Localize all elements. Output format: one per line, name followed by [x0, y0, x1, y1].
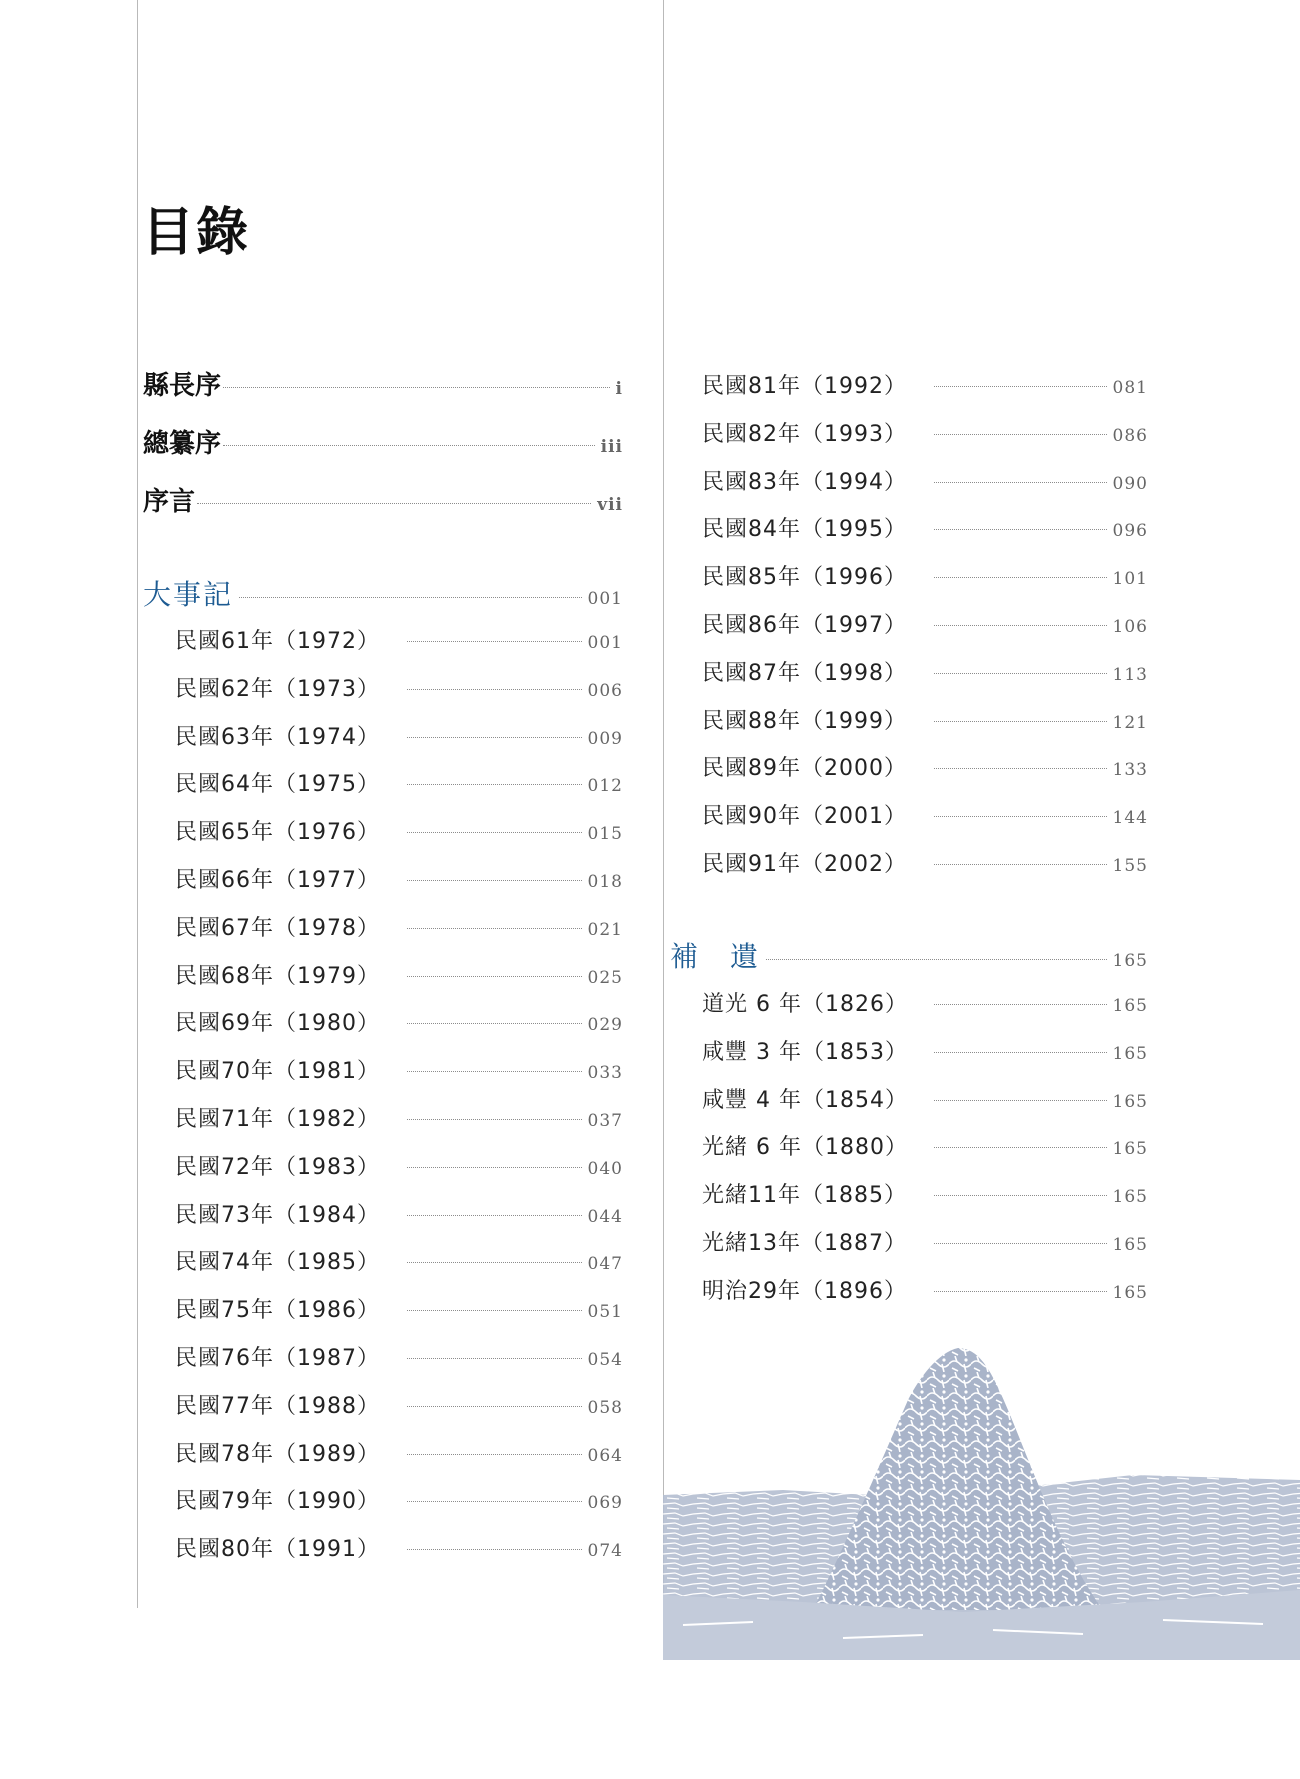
toc-page-number: 165 [1112, 996, 1148, 1016]
dot-leader [239, 597, 582, 598]
toc-label: 民國75年（1986） [175, 1298, 380, 1324]
toc-page-number: 018 [587, 872, 623, 892]
toc-page-number: 021 [587, 919, 623, 940]
toc-label: 民國84年（1995） [702, 517, 907, 543]
left-margin-rule [137, 0, 138, 1608]
toc-page-number: 096 [1112, 521, 1148, 542]
toc-label: 民國78年（1989） [175, 1441, 380, 1467]
toc-page-number: vii [597, 495, 623, 515]
dot-leader [934, 386, 1107, 387]
toc-page-number: 047 [587, 1254, 623, 1275]
dot-leader [407, 1454, 582, 1455]
toc-page-number: 155 [1112, 856, 1148, 876]
toc-label: 縣長序 [143, 371, 222, 401]
dot-leader [407, 1071, 582, 1072]
toc-entry-year[interactable] [702, 560, 1148, 591]
toc-label: 民國69年（1980） [175, 1011, 380, 1037]
toc-entry-year[interactable] [702, 704, 1148, 735]
dot-leader [934, 1195, 1107, 1196]
toc-label: 民國77年（1988） [175, 1393, 380, 1419]
toc-entry-year[interactable] [702, 417, 1148, 448]
toc-label: 民國73年（1984） [175, 1202, 380, 1228]
toc-label: 咸豐 3 年（1853） [702, 1039, 908, 1065]
toc-label: 民國82年（1993） [702, 421, 907, 447]
toc-page-number: 064 [587, 1445, 623, 1466]
toc-page-number: 001 [587, 633, 623, 653]
toc-page-number: 025 [587, 967, 623, 988]
toc-label: 民國65年（1976） [175, 820, 380, 846]
toc-entry-supplement-year[interactable] [702, 1035, 1148, 1066]
toc-entry-year[interactable] [175, 1006, 623, 1037]
toc-page-number: 081 [1112, 378, 1148, 398]
toc-entry-supplement-year[interactable] [702, 1130, 1148, 1161]
toc-label: 民國90年（2001） [702, 804, 907, 830]
toc-label: 光緒 6 年（1880） [702, 1135, 908, 1161]
dot-leader [223, 445, 595, 446]
toc-label: 民國66年（1977） [175, 868, 380, 893]
dot-leader [934, 434, 1107, 435]
dot-leader [934, 816, 1107, 817]
toc-entry-supplement-year[interactable] [702, 1083, 1148, 1114]
toc-label: 民國61年（1972） [175, 629, 380, 654]
dot-leader [407, 784, 582, 785]
toc-label: 明治29年（1896） [702, 1278, 907, 1304]
toc-entry-year[interactable] [175, 1532, 623, 1563]
toc-label: 民國74年（1985） [175, 1250, 380, 1276]
toc-entry-year[interactable] [702, 656, 1148, 687]
dot-leader [934, 721, 1107, 722]
toc-label: 總纂序 [143, 429, 222, 459]
dot-leader [407, 1262, 582, 1263]
dot-leader [407, 1549, 582, 1550]
toc-entry-year[interactable] [702, 751, 1148, 782]
toc-label: 民國64年（1975） [175, 772, 380, 798]
toc-label: 民國76年（1987） [175, 1346, 380, 1371]
dot-leader [934, 1243, 1107, 1244]
dot-leader [407, 1501, 582, 1502]
toc-label: 序言 [143, 487, 196, 517]
toc-entry-year[interactable] [175, 863, 623, 894]
toc-section-supplement[interactable] [670, 935, 1148, 975]
dot-leader [407, 928, 582, 929]
toc-label: 民國63年（1974） [175, 724, 380, 750]
toc-label: 民國87年（1998） [702, 660, 907, 686]
toc-label: 民國86年（1997） [702, 613, 907, 638]
toc-page-number: 033 [587, 1063, 623, 1084]
toc-page-number: 133 [1112, 760, 1148, 781]
toc-entry-year[interactable] [175, 1102, 623, 1133]
toc-page-number: 009 [587, 728, 623, 749]
dot-leader [407, 976, 582, 977]
toc-entry-county-magistrate-preface[interactable] [143, 365, 623, 402]
toc-label: 咸豐 4 年（1854） [702, 1087, 908, 1113]
toc-entry-supplement-year[interactable] [702, 1178, 1148, 1209]
dot-leader [407, 737, 582, 738]
toc-entry-year[interactable] [175, 1341, 623, 1372]
toc-entry-year[interactable] [175, 959, 623, 990]
toc-page-number: 001 [587, 589, 623, 609]
dot-leader [934, 1052, 1107, 1053]
dot-leader [934, 1291, 1107, 1292]
toc-entry-supplement-year[interactable] [702, 987, 1148, 1018]
toc-page-number: 101 [1112, 569, 1148, 590]
toc-page-number: 012 [587, 776, 623, 797]
toc-section-label: 補 遺 [670, 940, 761, 973]
toc-label: 民國81年（1992） [702, 374, 907, 399]
toc-page-number: 037 [587, 1111, 623, 1131]
toc-page-number: 044 [587, 1206, 623, 1227]
dot-leader [197, 503, 591, 504]
toc-label: 民國80年（1991） [175, 1537, 380, 1563]
dot-leader [407, 832, 582, 833]
cairn-body [813, 1348, 1103, 1610]
toc-label: 民國83年（1994） [702, 469, 907, 495]
toc-label: 民國62年（1973） [175, 676, 380, 702]
toc-label: 民國67年（1978） [175, 915, 380, 941]
toc-page-number: 113 [1112, 664, 1148, 685]
dot-leader [407, 1406, 582, 1407]
toc-page-number: 165 [1112, 1282, 1148, 1303]
toc-label: 民國79年（1990） [175, 1489, 380, 1515]
toc-page-number: 165 [1112, 1043, 1148, 1064]
dot-leader [934, 1004, 1107, 1005]
toc-page-number: 165 [1112, 1139, 1148, 1160]
toc-entry-year[interactable] [702, 512, 1148, 543]
toc-page-number: 006 [587, 680, 623, 701]
toc-entry-chief-editor-preface[interactable] [143, 423, 623, 460]
stone-cairn-illustration [663, 1340, 1300, 1660]
toc-entry-foreword[interactable] [143, 481, 623, 518]
toc-page-number: 069 [587, 1493, 623, 1514]
toc-entry-year[interactable] [175, 1198, 623, 1229]
dot-leader [934, 1100, 1107, 1101]
toc-page-number: 165 [1112, 1187, 1148, 1208]
toc-section-label: 大事記 [143, 578, 234, 611]
dot-leader [223, 387, 610, 388]
toc-entry-year[interactable] [175, 815, 623, 846]
dot-leader [407, 641, 582, 642]
dot-leader [934, 529, 1107, 530]
toc-page-number: 086 [1112, 425, 1148, 446]
toc-page-number: 106 [1112, 617, 1148, 637]
toc-entry-year[interactable] [175, 1150, 623, 1181]
toc-entry-year[interactable] [175, 624, 623, 655]
dot-leader [407, 689, 582, 690]
toc-label: 民國91年（2002） [702, 852, 907, 877]
toc-entry-supplement-year[interactable] [702, 1274, 1148, 1305]
dot-leader [934, 864, 1107, 865]
toc-label: 民國70年（1981） [175, 1059, 380, 1085]
toc-page-number: 074 [587, 1541, 623, 1562]
toc-entry-year[interactable] [175, 672, 623, 703]
dot-leader [407, 1119, 582, 1120]
dot-leader [407, 1023, 582, 1024]
toc-entry-year[interactable] [702, 799, 1148, 830]
toc-entry-year[interactable] [175, 1245, 623, 1276]
toc-entry-year[interactable] [175, 767, 623, 798]
toc-entry-year[interactable] [702, 465, 1148, 496]
toc-page-number: i [615, 379, 623, 399]
toc-label: 民國71年（1982） [175, 1107, 380, 1132]
toc-page-number: 040 [587, 1158, 623, 1179]
toc-label: 光緒11年（1885） [702, 1183, 907, 1209]
page-title: 目錄 [142, 202, 251, 263]
toc-entry-year[interactable] [175, 720, 623, 751]
toc-entry-supplement-year[interactable] [702, 1226, 1148, 1257]
toc-label: 道光 6 年（1826） [702, 992, 908, 1017]
toc-entry-year[interactable] [702, 369, 1148, 400]
toc-entry-year[interactable] [175, 911, 623, 942]
toc-page-number: 165 [1112, 1235, 1148, 1255]
toc-page-number: 090 [1112, 473, 1148, 494]
toc-label: 光緒13年（1887） [702, 1231, 907, 1256]
toc-entry-year[interactable] [175, 1293, 623, 1324]
toc-section-chronicle[interactable] [143, 573, 623, 613]
toc-label: 民國88年（1999） [702, 708, 907, 734]
toc-entry-year[interactable] [702, 608, 1148, 639]
toc-page-number: iii [600, 437, 623, 457]
toc-page-number: 054 [587, 1350, 623, 1370]
dot-leader [934, 482, 1107, 483]
toc-entry-year[interactable] [702, 847, 1148, 878]
toc-label: 民國68年（1979） [175, 963, 380, 989]
toc-page-number: 165 [1112, 1091, 1148, 1112]
dot-leader [407, 1358, 582, 1359]
toc-page-number: 029 [587, 1015, 623, 1036]
dot-leader [407, 1215, 582, 1216]
toc-page-number: 165 [1112, 951, 1148, 971]
toc-label: 民國89年（2000） [702, 756, 907, 782]
toc-page-number: 015 [587, 824, 623, 845]
toc-label: 民國72年（1983） [175, 1154, 380, 1180]
dot-leader [407, 1310, 582, 1311]
dot-leader [934, 673, 1107, 674]
toc-page-number: 121 [1112, 712, 1148, 733]
dot-leader [934, 577, 1107, 578]
toc-page-number: 144 [1112, 808, 1148, 829]
toc-page-number: 051 [587, 1302, 623, 1323]
toc-label: 民國85年（1996） [702, 565, 907, 591]
dot-leader [407, 880, 582, 881]
toc-entry-year[interactable] [175, 1054, 623, 1085]
toc-entry-year[interactable] [175, 1389, 623, 1420]
dot-leader [407, 1167, 582, 1168]
toc-entry-year[interactable] [175, 1484, 623, 1515]
toc-page-number: 058 [587, 1397, 623, 1418]
toc-entry-year[interactable] [175, 1437, 623, 1468]
dot-leader [934, 625, 1107, 626]
dot-leader [934, 768, 1107, 769]
dot-leader [934, 1147, 1107, 1148]
dot-leader [766, 959, 1107, 960]
